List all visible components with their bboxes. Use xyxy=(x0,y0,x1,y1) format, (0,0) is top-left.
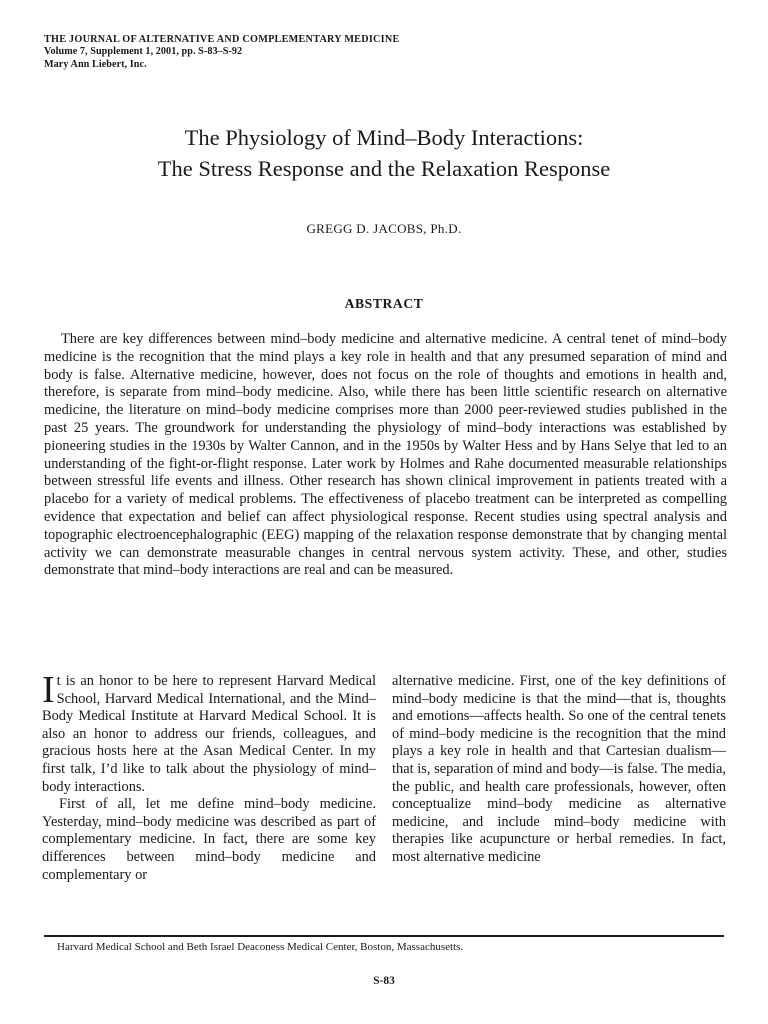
journal-publisher: Mary Ann Liebert, Inc. xyxy=(44,58,147,70)
body-paragraph-3: alternative medicine. First, one of the key definitions of mind–body medicine is that the mind—that is, thoughts and emotions—affects health. So one of the central tenets of mind–body medicine is the recognition that the mind plays a key role in health and that Cartesian dualism—that is, separation of mind and body—is false. The media, the public, and health care professionals, however, often conceptualize mind–body medicine as alternative medicine, and include mind–body medicine with therapies like acupuncture or herbal remedies. In fact, most alternative medicine xyxy=(392,673,726,865)
affiliation-footnote: Harvard Medical School and Beth Israel Deaconess Medical Center, Boston, Massachusetts. xyxy=(57,941,464,953)
page-number: S-83 xyxy=(373,975,395,987)
footnote-rule xyxy=(44,935,724,937)
journal-name: THE JOURNAL OF ALTERNATIVE AND COMPLEMENTARY MEDICINE xyxy=(44,34,400,45)
title-line-2: The Stress Response and the Relaxation Response xyxy=(157,156,611,181)
journal-header xyxy=(44,34,724,71)
body-paragraph-1-text: t is an honor to be here to represent Harvard Medical School, Harvard Medical International, and the Mind–Body Medical Institute at Harvard Medical School. It is also an honor to address our friends, colleagues, and gracious hosts here at the Asan Medical Center. In my first talk, I’d like to talk about the physiology of mind–body interactions. xyxy=(42,673,376,795)
body-column-right xyxy=(392,673,726,867)
journal-volume: Volume 7, Supplement 1, 2001, pp. S-83–S-92 xyxy=(44,46,243,58)
body-column-left xyxy=(42,669,376,884)
title-line-1: The Physiology of Mind–Body Interactions: xyxy=(184,125,584,150)
abstract-text: There are key differences between mind–body medicine and alternative medicine. A central tenet of mind–body medicine is the recognition that the mind plays a key role in health and that any presumed separation of mind and body is false. Alternative medicine, however, does not focus on the role of thoughts and emotions in health and, therefore, is separate from mind–body medicine. Also, while there has been little scientific research on alternative medicine, the literature on mind–body medicine comprises more than 2000 peer-reviewed studies published in the past 25 years. The groundwork for understanding the physiology of mind–body interactions was established by pioneering studies in the 1930s by Walter Cannon, and in the 1950s by Walter Hess and by Hans Selye that led to an understanding of the fight-or-flight response. Later work by Holmes and Rahe documented measurable relationships between stressful life events and illness. Other research has shown clinical improvement in patients treated with a placebo for a variety of medical problems. The effectiveness of placebo treatment can be interpreted as compelling evidence that expectation and belief can affect physiological response. Recent studies using spectral analysis and topographic electroencephalographic (EEG) mapping of the relaxation response demonstrate that by changing mental activity we can demonstrate measurable changes in central nervous system activity. These, and other, studies demonstrate that mind–body interactions are real and can be measured. xyxy=(44,331,727,579)
drop-cap: I xyxy=(42,669,55,711)
body-paragraph-2: First of all, let me define mind–body medicine. Yesterday, mind–body medicine was described as part of complementary medicine. In fact, there are some key differences between mind–body medicine and complementary or xyxy=(42,796,376,883)
body-paragraph-1 xyxy=(42,669,376,796)
article-author: GREGG D. JACOBS, Ph.D. xyxy=(306,221,462,236)
abstract-body xyxy=(44,331,727,580)
abstract-heading: ABSTRACT xyxy=(344,296,424,311)
article-title xyxy=(40,122,728,184)
